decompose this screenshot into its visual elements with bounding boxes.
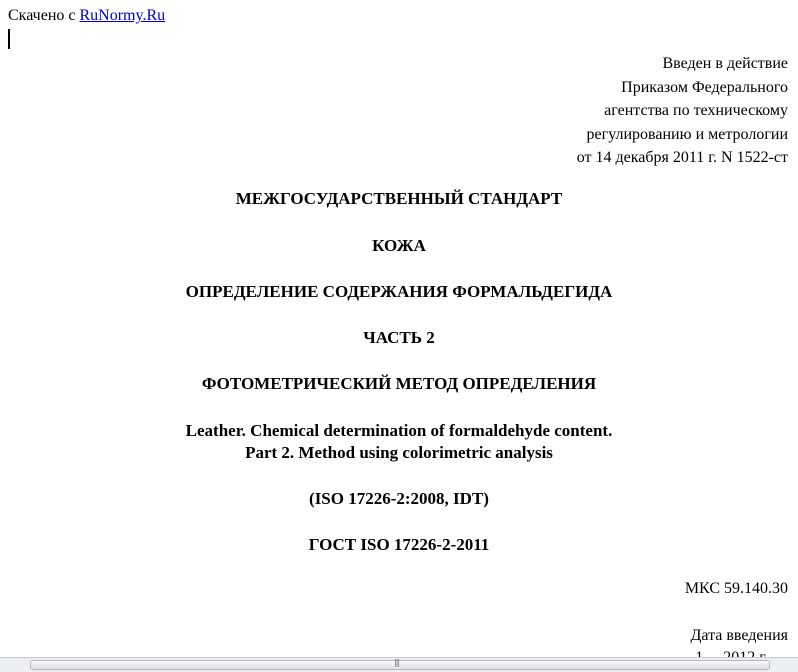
iso-reference: (ISO 17226-2:2008, IDT) bbox=[309, 489, 489, 508]
download-prefix: Скачено с bbox=[8, 7, 76, 24]
english-title bbox=[0, 420, 798, 464]
decree-line: регулированию и метрологии bbox=[586, 125, 788, 143]
decree-line: Приказом Федерального bbox=[621, 78, 788, 96]
decree-line: агентства по техническому bbox=[604, 102, 788, 119]
standard-type-heading: МЕЖГОСУДАРСТВЕННЫЙ СТАНДАРТ bbox=[235, 189, 563, 208]
gost-number: ГОСТ ISO 17226-2-2011 bbox=[308, 535, 490, 554]
mks-code: МКС 59.140.30 bbox=[684, 580, 788, 597]
text-caret bbox=[8, 29, 10, 49]
download-note bbox=[8, 6, 165, 26]
scrollbar-thumb[interactable] bbox=[30, 660, 770, 670]
part-heading: ЧАСТЬ 2 bbox=[363, 328, 435, 347]
intro-date-label: Дата введения bbox=[690, 627, 788, 644]
scrollbar-grip-icon: ||| bbox=[394, 658, 400, 667]
method-heading: ФОТОМЕТРИЧЕСКИЙ МЕТОД ОПРЕДЕЛЕНИЯ bbox=[201, 374, 597, 393]
english-title-line: Leather. Chemical determination of formaldehyde content. bbox=[185, 421, 613, 440]
subject-heading: КОЖА bbox=[372, 236, 426, 255]
english-title-line: Part 2. Method using colorimetric analysis bbox=[245, 443, 553, 462]
decree-line: от 14 декабря 2011 г. N 1522-ст bbox=[576, 149, 788, 166]
determination-heading: ОПРЕДЕЛЕНИЕ СОДЕРЖАНИЯ ФОРМАЛЬДЕГИДА bbox=[185, 282, 613, 301]
decree-block bbox=[577, 52, 788, 170]
runormy-link[interactable]: RuNormy.Ru bbox=[79, 7, 166, 24]
decree-line: Введен в действие bbox=[662, 55, 788, 72]
horizontal-scrollbar[interactable] bbox=[0, 657, 798, 672]
